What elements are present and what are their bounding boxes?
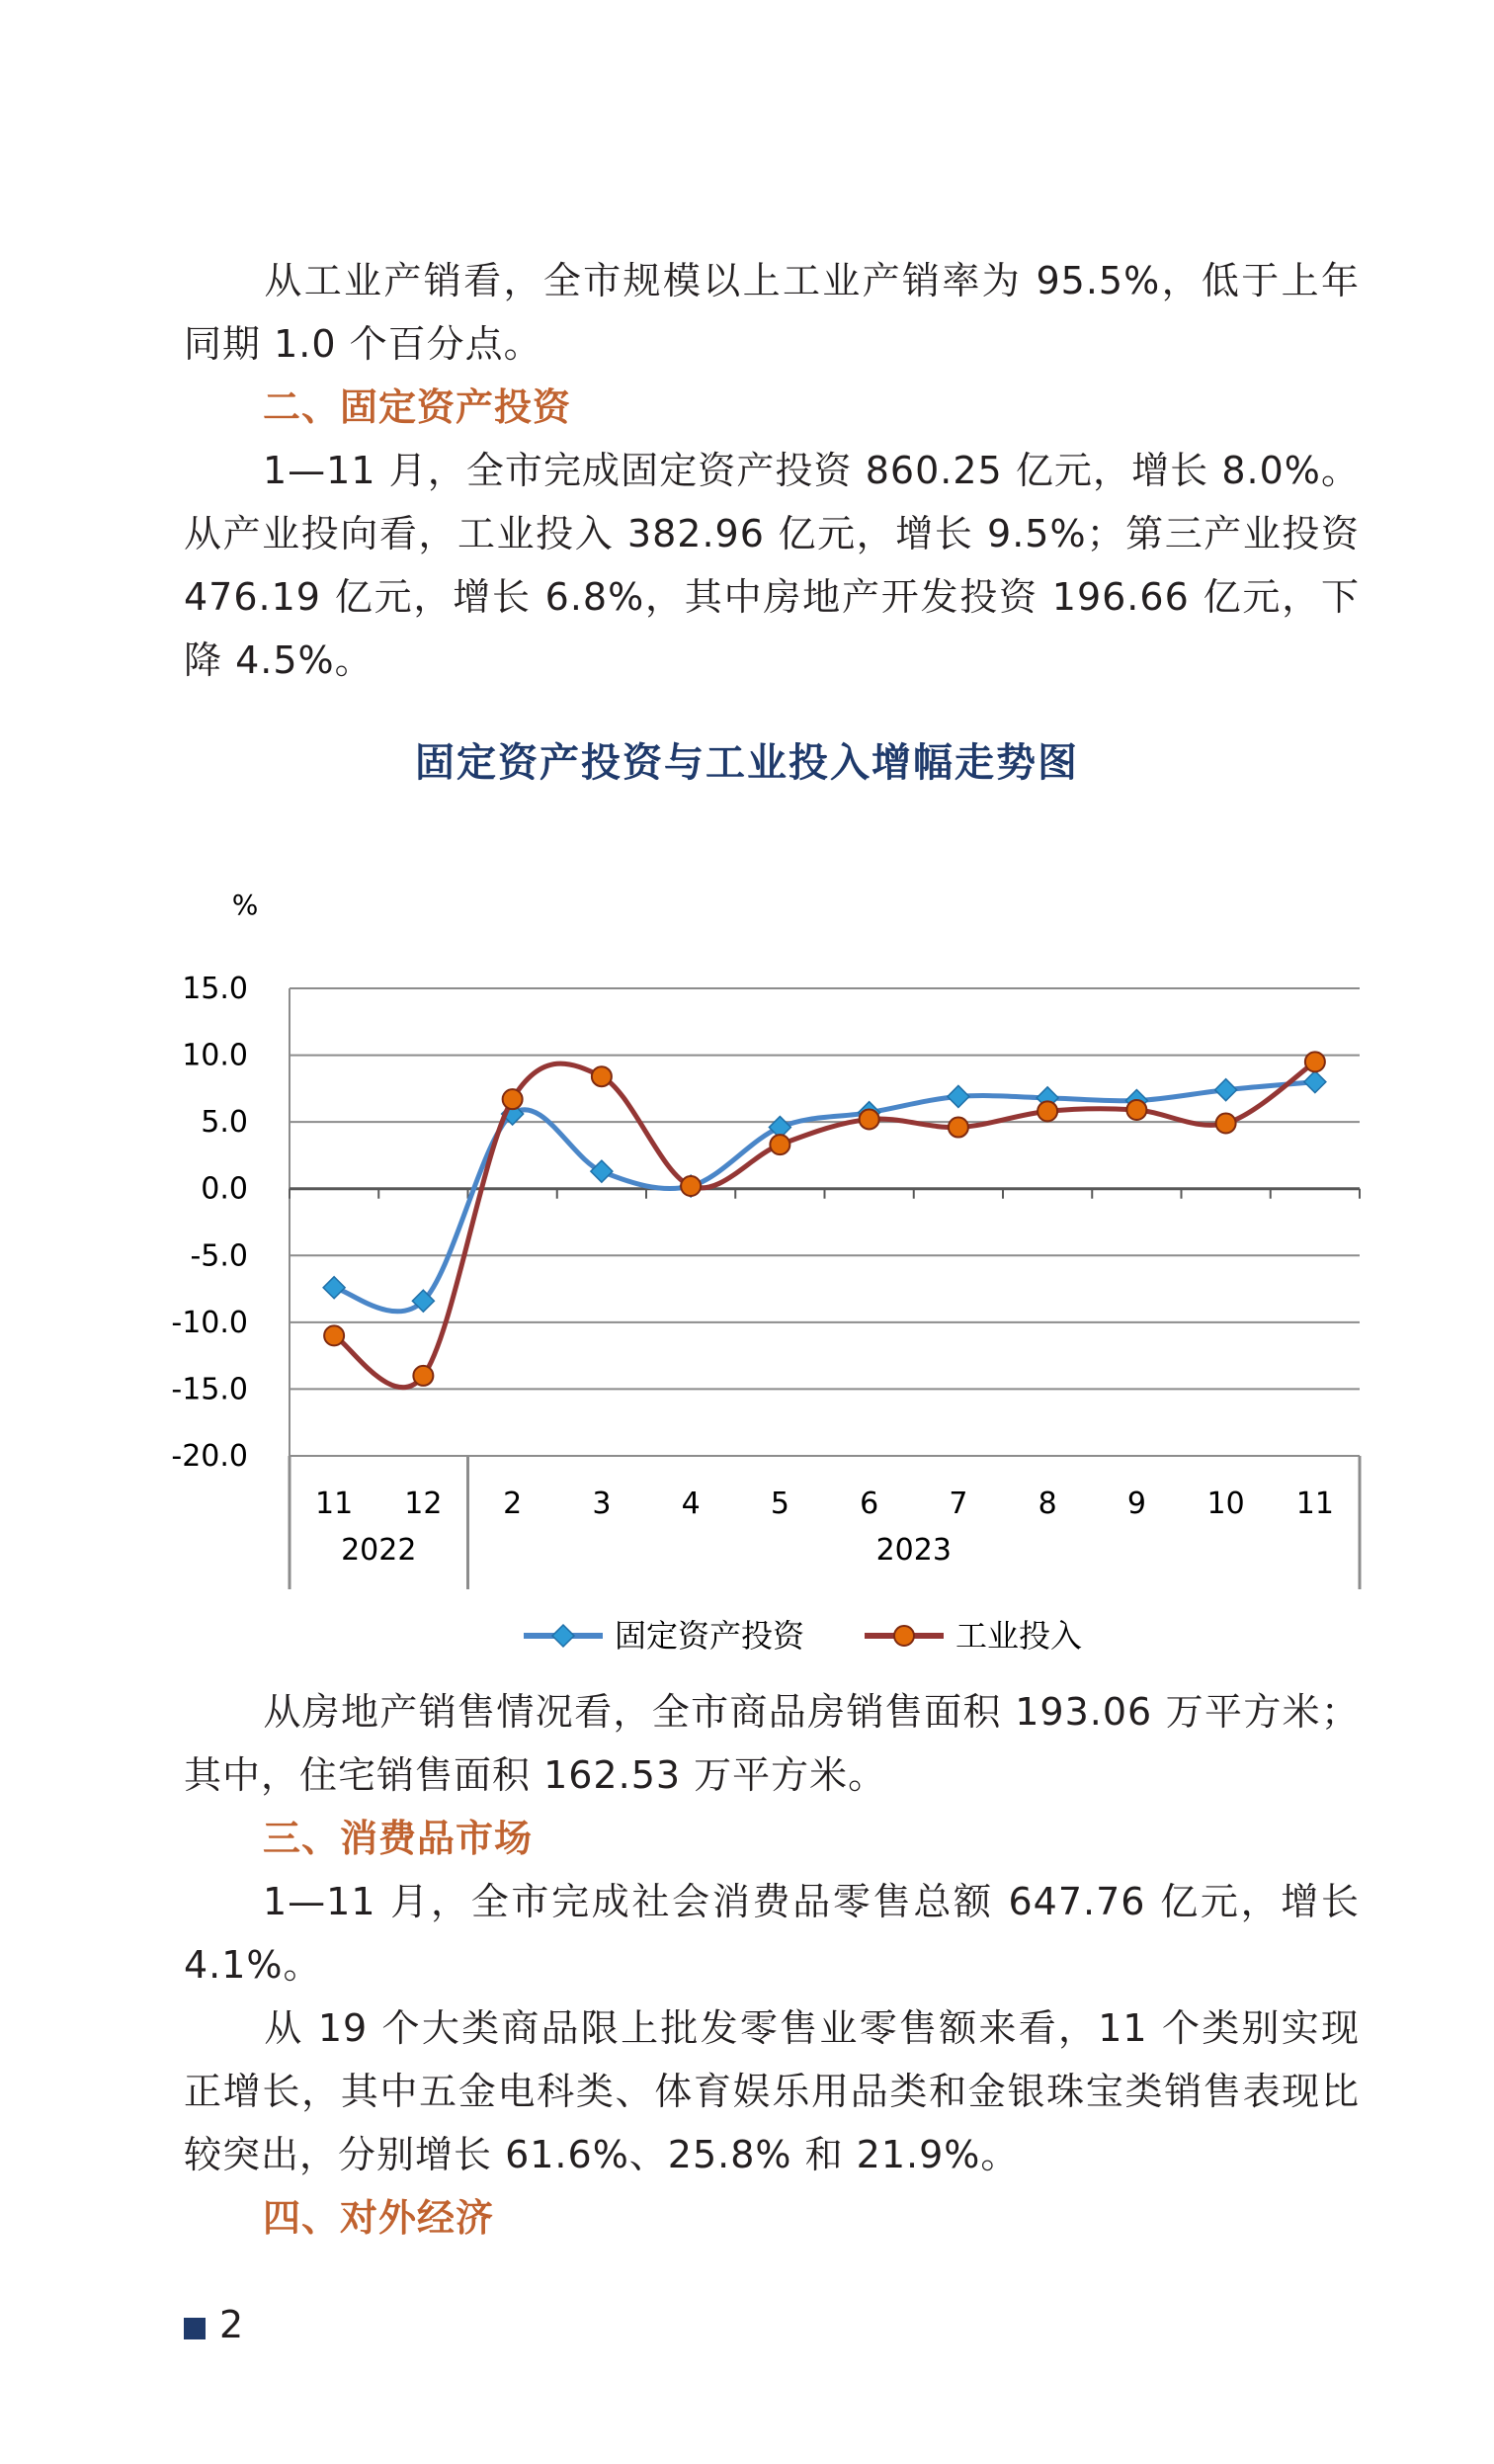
y-tick-label: 0.0 <box>201 1171 248 1207</box>
x-tick-label: 11 <box>315 1487 354 1521</box>
paragraph-retail-sales: 1—11 月，全市完成社会消费品零售总额 647.76 亿元，增长 4.1%。 <box>184 1880 1360 1987</box>
section-heading-foreign-economy: 四、对外经济 <box>263 2196 495 2240</box>
data-point-diamond <box>680 1175 702 1197</box>
legend-marker-diamond <box>552 1625 574 1647</box>
y-tick-label: -15.0 <box>171 1372 248 1407</box>
y-tick-label: 5.0 <box>201 1105 248 1141</box>
legend-label: 固定资产投资 <box>615 1617 805 1655</box>
x-tick-label: 6 <box>860 1487 879 1521</box>
x-tick-label: 3 <box>592 1487 612 1521</box>
x-tick-label: 10 <box>1206 1487 1245 1521</box>
x-tick-label: 7 <box>949 1487 968 1521</box>
x-tick-label: 2 <box>503 1487 523 1521</box>
data-point-circle <box>324 1325 344 1345</box>
data-point-diamond <box>412 1290 434 1312</box>
data-point-circle <box>770 1135 789 1154</box>
data-point-diamond <box>769 1117 790 1139</box>
x-tick-label: 11 <box>1295 1487 1334 1521</box>
x-tick-label: 8 <box>1038 1487 1057 1521</box>
data-point-diamond <box>948 1085 969 1107</box>
series-line <box>334 1062 1315 1387</box>
data-point-circle <box>949 1118 968 1138</box>
y-axis-unit-label: % <box>231 889 259 921</box>
paragraph-fixed-asset-investment: 1—11 月，全市完成固定资产投资 860.25 亿元，增长 8.0%。从产业投向看，工业投入 382.96 亿元，增长 9.5%；第三产业投资 476.19 亿元，增长 6.8%，其中房地产开发投资 196.66 亿元，下降 4.5%。 <box>184 449 1360 682</box>
y-tick-label: -10.0 <box>171 1305 248 1340</box>
footer-square-icon <box>184 2318 206 2339</box>
series-line <box>334 1082 1315 1312</box>
data-point-circle <box>681 1176 701 1196</box>
data-point-circle <box>1038 1101 1057 1121</box>
legend-marker-circle <box>894 1626 914 1646</box>
data-point-diamond <box>323 1277 345 1299</box>
data-point-diamond <box>1125 1090 1147 1112</box>
page-number: 2 <box>219 2303 244 2346</box>
data-point-diamond <box>1037 1087 1058 1109</box>
x-tick-label: 9 <box>1126 1487 1146 1521</box>
data-point-diamond <box>1215 1079 1237 1101</box>
data-point-diamond <box>591 1160 613 1182</box>
data-point-circle <box>592 1066 612 1086</box>
data-point-circle <box>1216 1113 1236 1133</box>
section-heading-consumer-market: 三、消费品市场 <box>263 1817 534 1860</box>
data-point-diamond <box>859 1102 880 1124</box>
chart-title: 固定资产投资与工业投入增幅走势图 <box>415 740 1079 786</box>
data-point-circle <box>860 1109 879 1129</box>
x-tick-label: 4 <box>681 1487 701 1521</box>
y-tick-label: -20.0 <box>171 1439 248 1474</box>
y-tick-label: -5.0 <box>190 1238 248 1274</box>
year-group-label: 2023 <box>875 1533 952 1568</box>
paragraph-real-estate-sales: 从房地产销售情况看，全市商品房销售面积 193.06 万平方米；其中，住宅销售面积 162.53 万平方米。 <box>184 1690 1360 1797</box>
x-tick-label: 5 <box>770 1487 789 1521</box>
data-point-circle <box>1305 1052 1325 1071</box>
x-tick-label: 12 <box>404 1487 443 1521</box>
paragraph-industrial-sales: 从工业产销看，全市规模以上工业产销率为 95.5%，低于上年同期 1.0 个百分点。 <box>184 259 1360 366</box>
data-point-diamond <box>1304 1071 1326 1093</box>
paragraph-commodity-categories: 从 19 个大类商品限上批发零售业零售额来看，11 个类别实现正增长，其中五金电科类、体育娱乐用品类和金银珠宝类销售表现比较突出，分别增长 61.6%、25.8% 和 21.9%。 <box>184 2006 1360 2176</box>
data-point-diamond <box>502 1103 524 1125</box>
data-point-circle <box>503 1089 523 1109</box>
y-tick-label: 10.0 <box>182 1038 248 1073</box>
data-point-circle <box>413 1366 433 1386</box>
section-heading-fixed-asset-investment: 二、固定资产投资 <box>263 385 572 429</box>
data-point-circle <box>1126 1100 1146 1120</box>
year-group-label: 2022 <box>341 1533 417 1568</box>
legend-label: 工业投入 <box>955 1617 1083 1655</box>
y-tick-label: 15.0 <box>182 972 248 1006</box>
